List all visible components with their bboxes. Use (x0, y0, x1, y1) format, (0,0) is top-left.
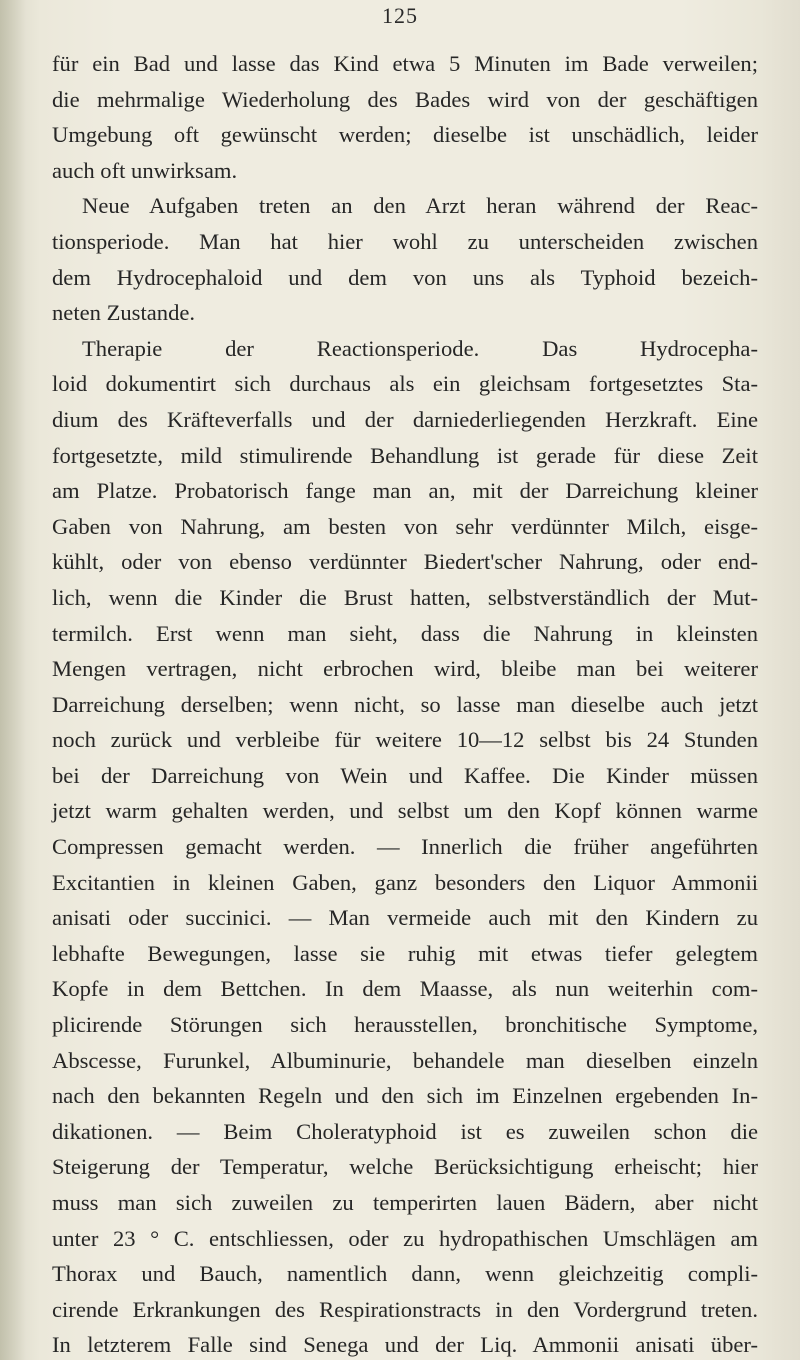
text-line: loid dokumentirt sich durchaus als ein gleichsam fortgesetztes Sta- (52, 371, 758, 397)
text-line: lebhafte Bewegungen, lasse sie ruhig mit etwas tiefer gelegtem (52, 940, 758, 966)
text-line: fortgesetzte, mild stimulirende Behandlung ist gerade für diese Zeit (52, 442, 758, 468)
text-line: am Platze. Probatorisch fange man an, mit der Darreichung kleiner (52, 478, 758, 504)
page-gutter-shadow (0, 0, 26, 1360)
text-line: Therapie der Reactionsperiode. Das Hydrocepha- (82, 335, 758, 361)
text-line: jetzt warm gehalten werden, und selbst um den Kopf können warme (52, 798, 758, 824)
text-line: dem Hydrocephaloid und dem von uns als Typhoid bezeich- (52, 264, 758, 290)
text-line: muss man sich zuweilen zu temperirten lauen Bädern, aber nicht (52, 1190, 758, 1215)
text-line: termilch. Erst wenn man sieht, dass die Nahrung in kleinsten (52, 620, 758, 646)
text-line: die mehrmalige Wiederholung des Bades wird von der geschäftigen (52, 86, 758, 112)
text-line: Steigerung der Temperatur, welche Berücksichtigung erheischt; hier (52, 1154, 758, 1180)
text-line: Umgebung oft gewünscht werden; dieselbe ist unschädlich, leider (52, 122, 758, 148)
text-line: Abscesse, Furunkel, Albuminurie, behandele man dieselben einzeln (52, 1047, 758, 1073)
text-line: nach den bekannten Regeln und den sich im Einzelnen ergebenden In- (52, 1083, 758, 1109)
body-text (52, 46, 758, 1360)
text-line: plicirende Störungen sich herausstellen, bronchitische Symptome, (52, 1012, 758, 1038)
text-line: Darreichung derselben; wenn nicht, so lasse man dieselbe auch jetzt (52, 691, 758, 717)
text-line: kühlt, oder von ebenso verdünnter Biedert'scher Nahrung, oder end- (52, 549, 758, 575)
text-line: Kopfe in dem Bettchen. In dem Maasse, als nun weiterhin com- (52, 976, 758, 1002)
text-line: für ein Bad und lasse das Kind etwa 5 Minuten im Bade verweilen; (52, 51, 758, 76)
text-line: Gaben von Nahrung, am besten von sehr verdünnter Milch, eisge- (52, 513, 758, 539)
text-line: lich, wenn die Kinder die Brust hatten, selbstverständlich der Mut- (52, 584, 758, 610)
text-line: cirende Erkrankungen des Respirationstracts in den Vordergrund treten. (52, 1296, 758, 1322)
text-line: auch oft unwirksam. (52, 157, 238, 183)
text-line: tionsperiode. Man hat hier wohl zu unterscheiden zwischen (52, 228, 758, 254)
text-line: Thorax und Bauch, namentlich dann, wenn gleichzeitig compli- (52, 1261, 758, 1287)
text-line: dium des Kräfteverfalls und der darniederliegenden Herzkraft. Eine (52, 406, 758, 432)
text-line: Neue Aufgaben treten an den Arzt heran während der Reac- (82, 193, 758, 219)
page-number: 125 (382, 3, 418, 28)
text-line: Excitantien in kleinen Gaben, ganz besonders den Liquor Ammonii (52, 869, 758, 895)
text-line: noch zurück und verbleibe für weitere 10—12 selbst bis 24 Stunden (52, 727, 758, 753)
text-line: Mengen vertragen, nicht erbrochen wird, bleibe man bei weiterer (52, 656, 758, 682)
text-line: neten Zustande. (52, 300, 196, 326)
text-line: dikationen. — Beim Choleratyphoid ist es zuweilen schon die (52, 1118, 758, 1144)
text-line: unter 23 ° C. entschliessen, oder zu hydropathischen Umschlägen am (52, 1225, 758, 1251)
text-line: bei der Darreichung von Wein und Kaffee. Die Kinder müssen (52, 762, 758, 788)
text-line: Compressen gemacht werden. — Innerlich die früher angeführten (52, 834, 758, 860)
text-line: In letzterem Falle sind Senega und der Liq. Ammonii anisati über- (52, 1332, 758, 1358)
text-line: anisati oder succinici. — Man vermeide auch mit den Kindern zu (52, 905, 758, 931)
